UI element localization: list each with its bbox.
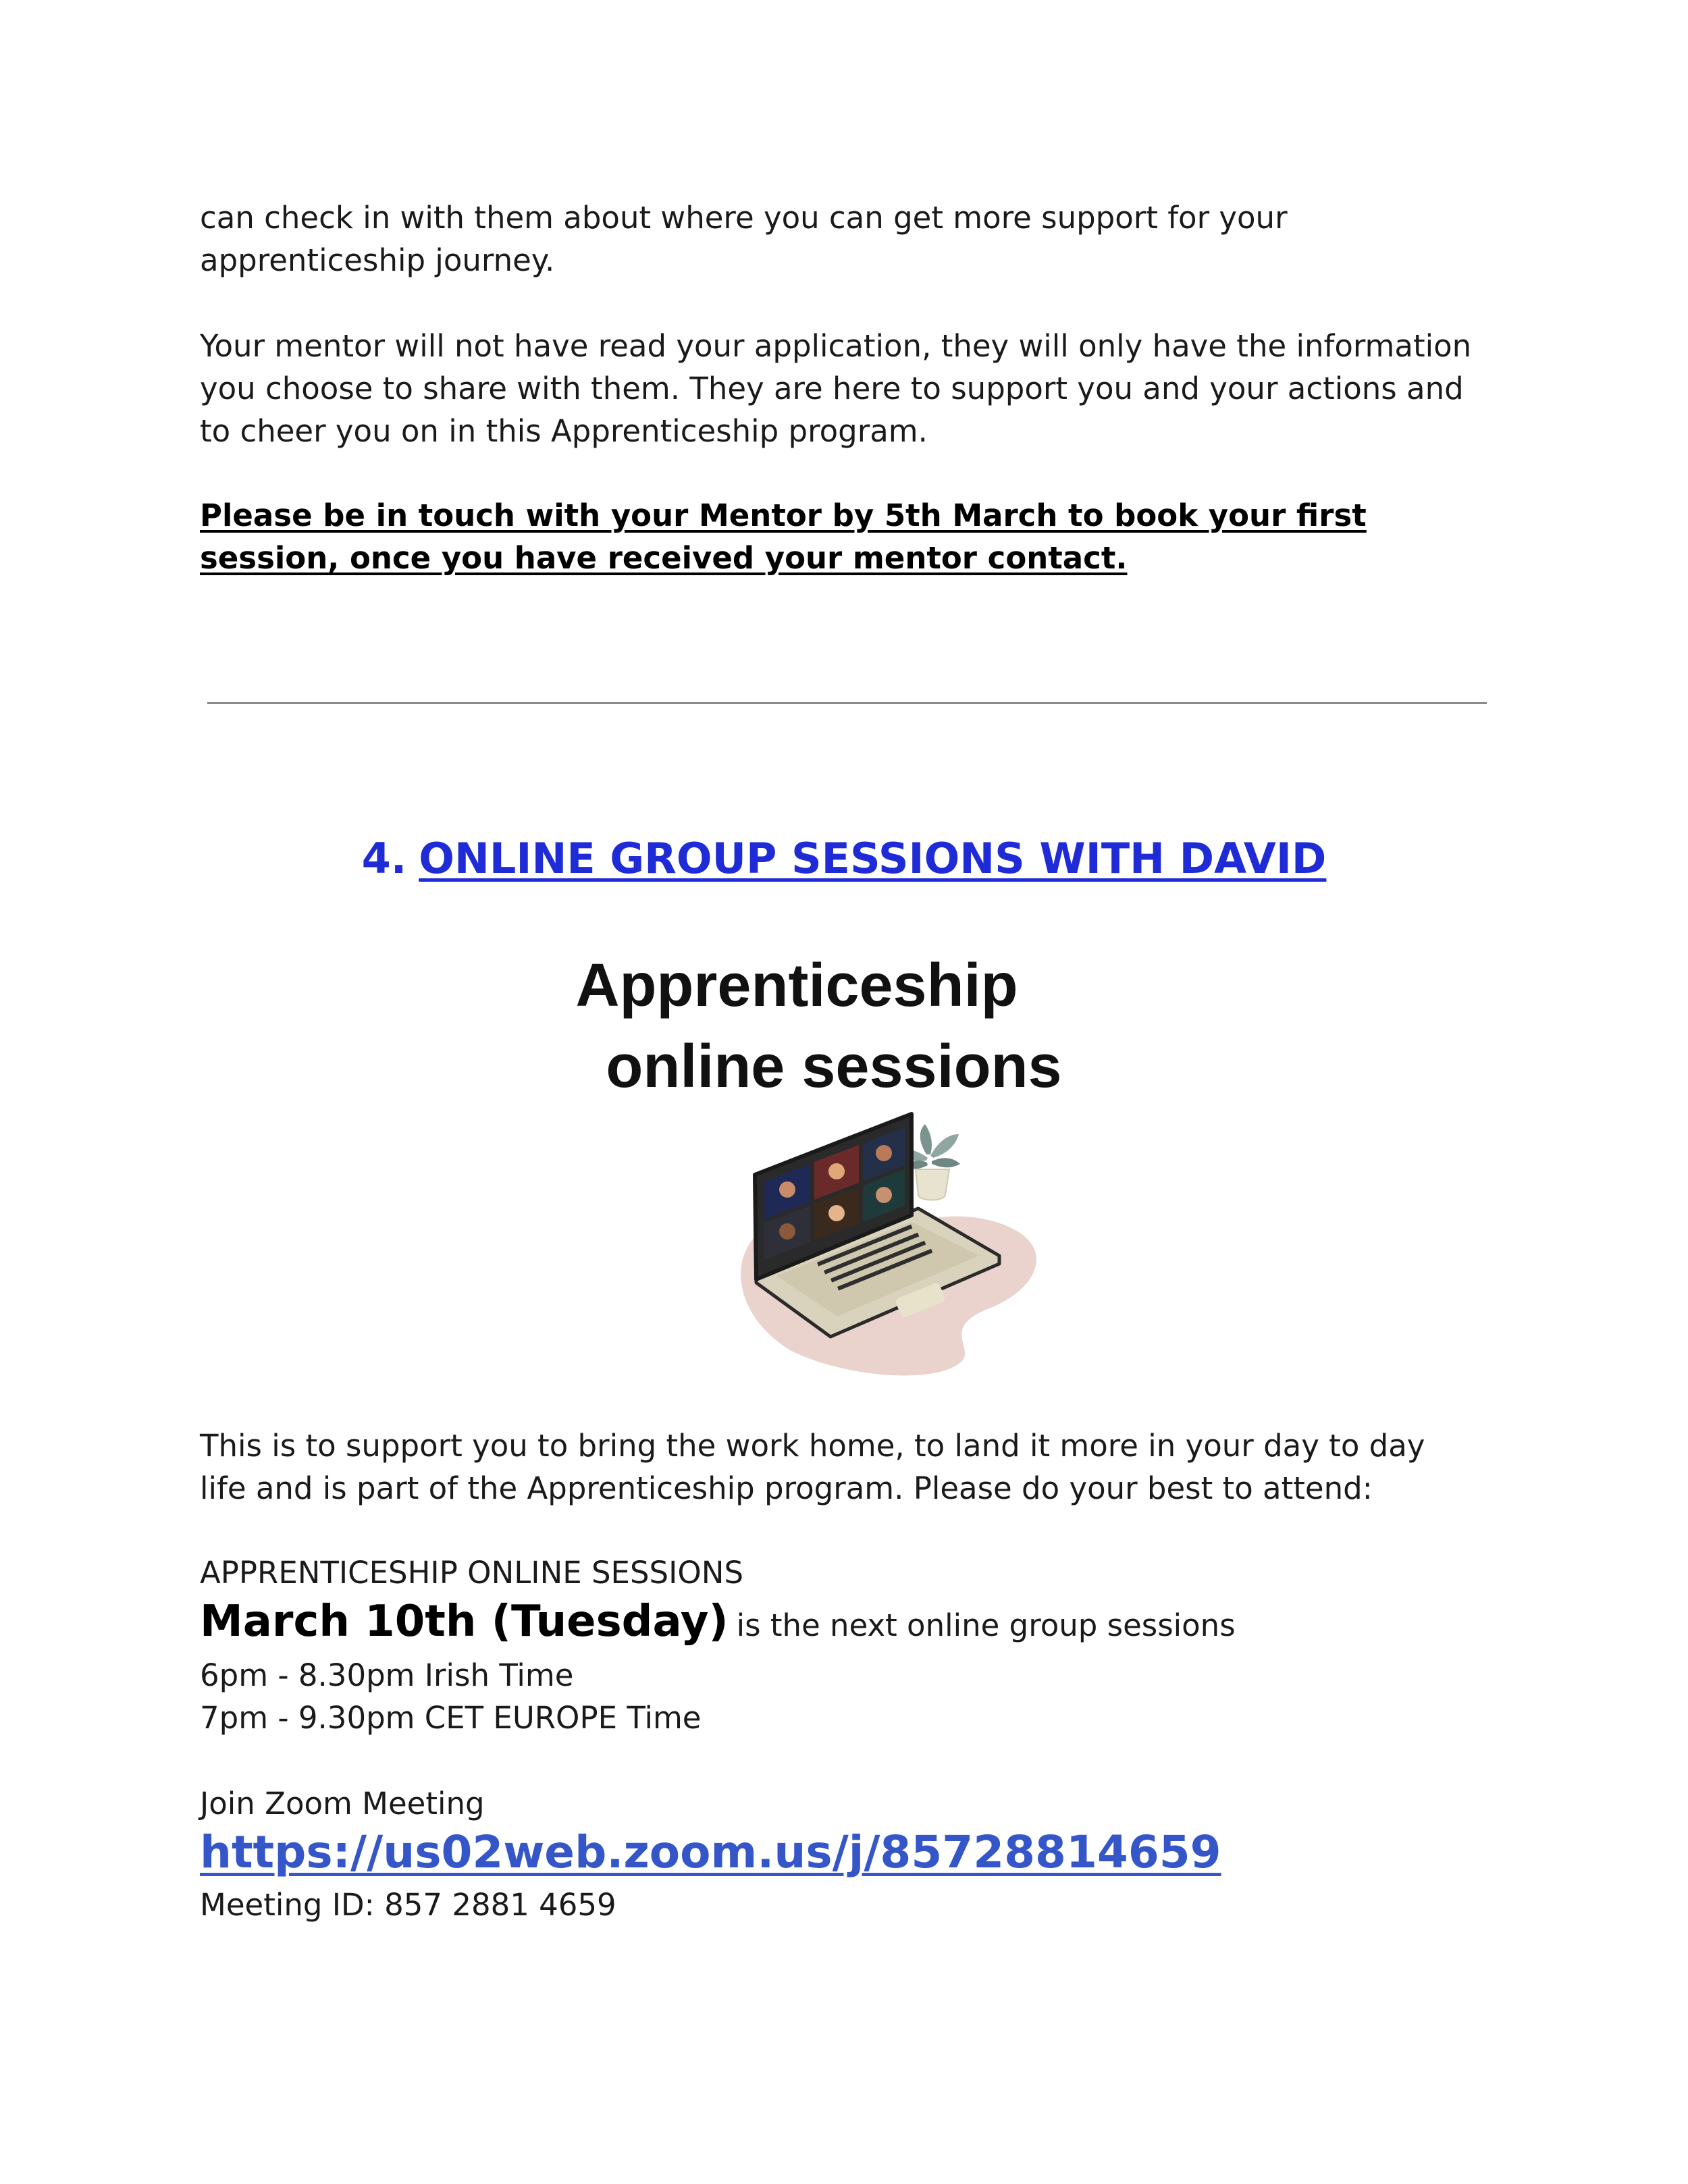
notice-line-1: Please be in touch with your Mentor by 5th March to book your first — [200, 498, 1367, 533]
section-heading — [0, 832, 1688, 886]
support-line-2: life and is part of the Apprenticeship program. Please do your best to attend: — [200, 1470, 1373, 1506]
time-irish: 6pm - 8.30pm Irish Time — [200, 1657, 574, 1693]
support-line-1: This is to support you to bring the work home, to land it more in your day to day — [200, 1428, 1425, 1464]
notice-line-2: session, once you have received your mentor contact. — [200, 540, 1128, 576]
sessions-banner-title — [0, 945, 1688, 1107]
mentor-line-3: to cheer you on in this Apprenticeship program. — [200, 413, 928, 449]
mentor-paragraph — [200, 325, 1503, 452]
intro-line-1: can check in with them about where you can get more support for your — [200, 200, 1288, 236]
meeting-id: Meeting ID: 857 2881 4659 — [200, 1887, 616, 1923]
intro-paragraph — [200, 196, 1503, 282]
session-date-line — [200, 1597, 1236, 1647]
time-cet: 7pm - 9.30pm CET EUROPE Time — [200, 1700, 702, 1736]
mentor-deadline-notice — [200, 494, 1503, 579]
sessions-label: APPRENTICESHIP ONLINE SESSIONS — [200, 1555, 744, 1591]
session-date: March 10th (Tuesday) — [200, 1597, 729, 1647]
banner-line-2: online sessions — [606, 1033, 1062, 1100]
session-date-suffix: is the next online group sessions — [736, 1607, 1236, 1643]
section-title-link[interactable]: ONLINE GROUP SESSIONS WITH DAVID — [419, 834, 1327, 883]
zoom-meeting-link[interactable]: https://us02web.zoom.us/j/85728814659 — [200, 1826, 1221, 1878]
banner-line-1: Apprenticeship — [575, 952, 1018, 1019]
section-divider — [207, 702, 1487, 704]
mentor-line-1: Your mentor will not have read your application, they will only have the information — [200, 328, 1472, 364]
mentor-line-2: you choose to share with them. They are here to support you and your actions and — [200, 371, 1464, 406]
support-paragraph — [200, 1424, 1503, 1510]
section-number: 4. — [361, 834, 407, 883]
intro-line-2: apprenticeship journey. — [200, 242, 555, 278]
join-zoom-label: Join Zoom Meeting — [200, 1786, 485, 1821]
laptop-video-call-illustration — [716, 1094, 1067, 1391]
